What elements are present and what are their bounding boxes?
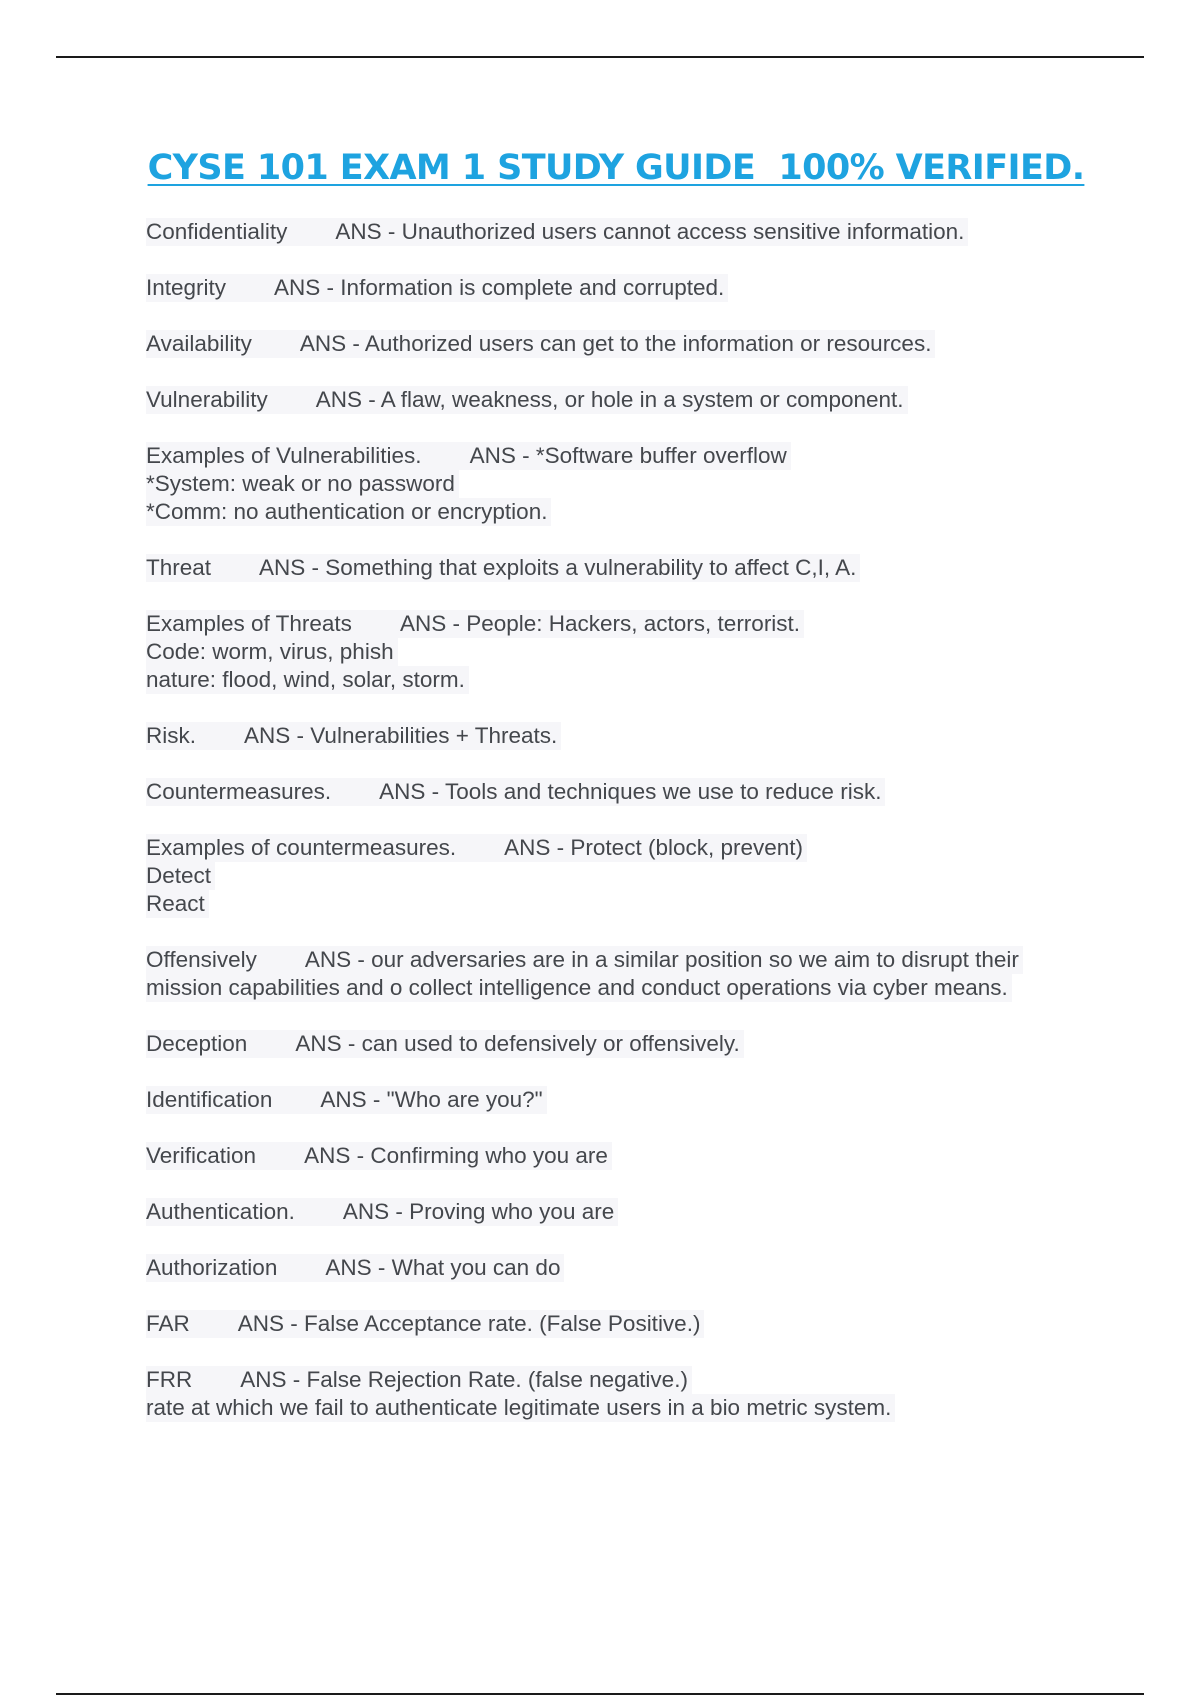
entry-answer: ANS - can used to defensively or offensively. <box>295 1031 740 1056</box>
entry-first-line <box>146 386 908 414</box>
entry-first-line <box>146 554 860 582</box>
entry-continuation-line: nature: flood, wind, solar, storm. <box>146 666 469 694</box>
entry-answer: ANS - Unauthorized users cannot access sensitive information. <box>335 219 965 244</box>
entry-continuation-line: mission capabilities and o collect intelligence and conduct operations via cyber means. <box>146 974 1012 1002</box>
entry-verification <box>146 1142 1086 1170</box>
entry-answer: ANS - Proving who you are <box>342 1199 615 1224</box>
entry-answer: ANS - our adversaries are in a similar position so we aim to disrupt their <box>304 947 1019 972</box>
entry-first-line <box>146 834 807 862</box>
top-rule <box>56 56 1144 58</box>
entry-first-line <box>146 1254 564 1282</box>
entry-authentication <box>146 1198 1086 1226</box>
entry-first-line <box>146 218 968 246</box>
entry-answer: ANS - Information is complete and corrupted. <box>274 275 725 300</box>
entry-answer: ANS - Confirming who you are <box>304 1143 608 1168</box>
entry-frr <box>146 1366 1086 1422</box>
entry-term: Countermeasures. <box>146 779 332 804</box>
entry-authorization <box>146 1254 1086 1282</box>
entry-answer: ANS - People: Hackers, actors, terrorist. <box>399 611 801 636</box>
entry-continuation-line: rate at which we fail to authenticate legitimate users in a bio metric system. <box>146 1394 895 1422</box>
entry-term: FRR <box>146 1367 193 1392</box>
entry-term: Threat <box>146 555 212 580</box>
entry-threat <box>146 554 1086 582</box>
entry-term: Authorization <box>146 1255 278 1280</box>
entry-continuation-line: *Comm: no authentication or encryption. <box>146 498 551 526</box>
entry-answer: ANS - False Acceptance rate. (False Positive.) <box>237 1311 701 1336</box>
entry-term: Examples of Threats <box>146 611 352 636</box>
entry-risk <box>146 722 1086 750</box>
entry-examples-of-vulnerabilities <box>146 442 1086 526</box>
entry-continuation-line: Code: worm, virus, phish <box>146 638 398 666</box>
entry-term: Risk. <box>146 723 196 748</box>
bottom-rule <box>56 1693 1144 1695</box>
entry-first-line <box>146 330 935 358</box>
study-guide-entries <box>146 218 1086 1450</box>
entry-term: Confidentiality <box>146 219 288 244</box>
entry-availability <box>146 330 1086 358</box>
entry-first-line <box>146 1366 692 1394</box>
entry-first-line <box>146 722 561 750</box>
entry-first-line <box>146 946 1023 974</box>
entry-answer: ANS - Protect (block, prevent) <box>504 835 804 860</box>
entry-answer: ANS - False Rejection Rate. (false negative.) <box>240 1367 688 1392</box>
entry-term: Authentication. <box>146 1199 295 1224</box>
entry-term: Availability <box>146 331 252 356</box>
entry-term: Integrity <box>146 275 227 300</box>
entry-term: Identification <box>146 1087 273 1112</box>
entry-first-line <box>146 1310 704 1338</box>
entry-first-line <box>146 1030 744 1058</box>
entry-term: Examples of countermeasures. <box>146 835 457 860</box>
entry-answer: ANS - *Software buffer overflow <box>469 443 787 468</box>
entry-term: Offensively <box>146 947 257 972</box>
entry-vulnerability <box>146 386 1086 414</box>
entry-answer: ANS - A flaw, weakness, or hole in a system or component. <box>315 387 904 412</box>
entry-continuation-line: React <box>146 890 209 918</box>
entry-answer: ANS - "Who are you?" <box>320 1087 543 1112</box>
entry-far <box>146 1310 1086 1338</box>
entry-answer: ANS - Authorized users can get to the information or resources. <box>299 331 932 356</box>
document-title-text: CYSE 101 EXAM 1 STUDY GUIDE 100% VERIFIED. <box>147 148 1085 188</box>
entry-term: Vulnerability <box>146 387 268 412</box>
entry-confidentiality <box>146 218 1086 246</box>
document-title <box>0 148 1200 188</box>
entry-first-line <box>146 1142 612 1170</box>
entry-first-line <box>146 1198 618 1226</box>
entry-continuation-line: Detect <box>146 862 215 890</box>
entry-first-line <box>146 274 728 302</box>
entry-examples-of-threats <box>146 610 1086 694</box>
entry-first-line <box>146 442 791 470</box>
entry-term: Examples of Vulnerabilities. <box>146 443 422 468</box>
entry-first-line <box>146 610 804 638</box>
entry-first-line <box>146 1086 547 1114</box>
entry-deception <box>146 1030 1086 1058</box>
entry-examples-of-countermeasures <box>146 834 1086 918</box>
entry-continuation-line: *System: weak or no password <box>146 470 459 498</box>
entry-first-line <box>146 778 885 806</box>
entry-term: Verification <box>146 1143 257 1168</box>
entry-answer: ANS - What you can do <box>325 1255 561 1280</box>
entry-answer: ANS - Tools and techniques we use to reduce risk. <box>379 779 882 804</box>
entry-countermeasures <box>146 778 1086 806</box>
entry-identification <box>146 1086 1086 1114</box>
entry-integrity <box>146 274 1086 302</box>
entry-offensively <box>146 946 1086 1002</box>
entry-term: FAR <box>146 1311 190 1336</box>
entry-answer: ANS - Something that exploits a vulnerability to affect C,I, A. <box>259 555 857 580</box>
entry-term: Deception <box>146 1031 248 1056</box>
entry-answer: ANS - Vulnerabilities + Threats. <box>244 723 558 748</box>
